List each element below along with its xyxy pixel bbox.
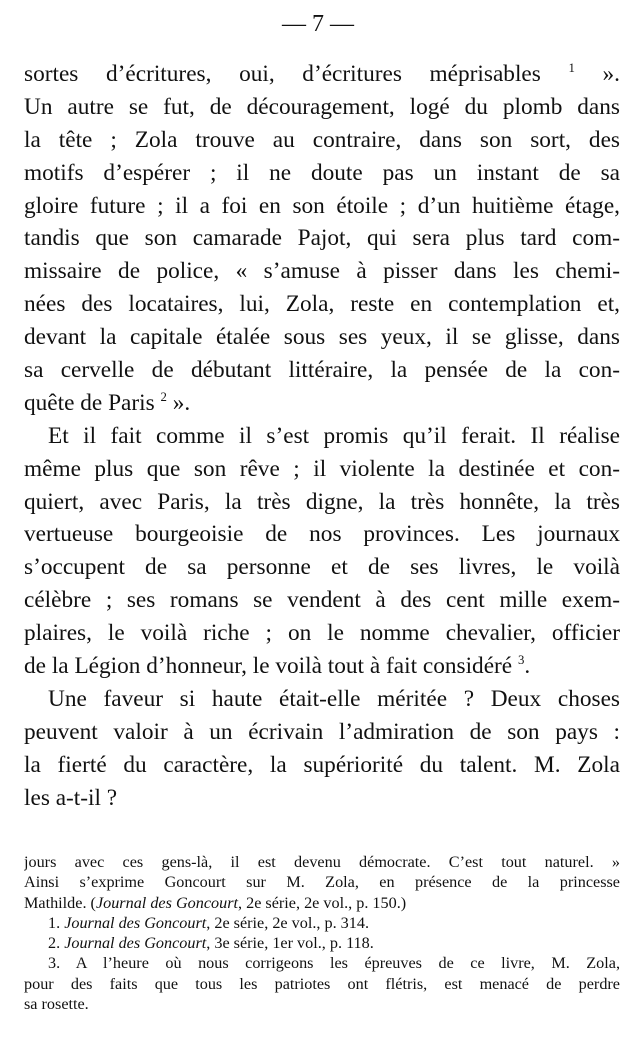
- text-line: les a-t-il ?: [24, 784, 118, 811]
- text-line: tandis que son camarade Pajot, qui sera plus tard com-: [24, 225, 620, 252]
- text-line: gloire future ; il a foi en son étoile ; d’un huitième étage,: [24, 192, 620, 219]
- page-number: — 7 —: [282, 11, 354, 37]
- footnote-line: Ainsi s’exprime Goncourt sur M. Zola, en présence de la princesse: [24, 873, 620, 892]
- text-line: quête de Paris $^2$ ».: [24, 389, 191, 416]
- text-line: motifs d’espérer ; il ne doute pas un instant de sa: [24, 159, 620, 186]
- paragraph-1: [24, 58, 620, 420]
- text-line: même plus que son rêve ; il violente la destinée et con-: [24, 455, 620, 482]
- paragraph-2: [24, 420, 620, 683]
- text-line: sa cervelle de débutant littéraire, la pensée de la con-: [24, 357, 620, 384]
- text-line: la tête ; Zola trouve au contraire, dans son sort, des: [24, 126, 620, 153]
- footnote-line: jours avec ces gens-là, il est devenu démocrate. C’est tout naturel. »: [24, 853, 620, 871]
- text-line: s’occupent de sa personne et de ses livres, le voilà: [24, 554, 620, 581]
- footnote-2: 2. Journal des Goncourt, 3e série, 1er vol., p. 118.: [48, 934, 374, 953]
- text-line: sortes d’écritures, oui, d’écritures méprisables $^1$ ».: [24, 61, 620, 87]
- text-line: devant la capitale étalée sous ses yeux, il se glisse, dans: [24, 324, 620, 351]
- text-line: de la Légion d’honneur, le voilà tout à fait considéré $^3$.: [24, 653, 531, 680]
- footnote-marker: 3: [517, 653, 525, 668]
- footnote-line: Mathilde. (Journal des Goncourt, 2e série, 2e vol., p. 150.): [24, 893, 407, 912]
- paragraph-3: [24, 683, 620, 815]
- text-line: plaires, le voilà riche ; on le nomme chevalier, officier: [24, 620, 620, 647]
- text-line: Et il fait comme il s’est promis qu’il ferait. Il réalise: [48, 422, 620, 449]
- text-line: nées des locataires, lui, Zola, reste en contemplation et,: [24, 291, 620, 318]
- text-line: célèbre ; ses romans se vendent à des cent mille exem-: [24, 587, 620, 614]
- body-text: [24, 58, 620, 814]
- text-line: Un autre se fut, de découragement, logé du plomb dans: [24, 93, 620, 120]
- footnote-line: pour des faits que tous les patriotes ont flétris, est menacé de perdre: [24, 974, 620, 993]
- text-line: vertueuse bourgeoisie de nos provinces. Les journaux: [24, 521, 620, 548]
- text-line: peuvent valoir à un écrivain l’admiration de son pays :: [24, 718, 620, 745]
- footnote-3: 3. A l’heure où nous corrigeons les épreuves de ce livre, M. Zola,: [48, 954, 620, 973]
- footnote-marker: 2: [160, 389, 167, 404]
- text-line: quiert, avec Paris, la très digne, la très honnête, la très: [24, 488, 620, 515]
- text-line: Une faveur si haute était-elle méritée ? Deux choses: [48, 685, 620, 712]
- footnotes: [24, 852, 620, 1014]
- footnote-line: sa rosette.: [24, 995, 89, 1014]
- text-line: missaire de police, « s’amuse à pisser dans les chemi-: [24, 258, 620, 285]
- text-line: la fierté du caractère, la supériorité du talent. M. Zola: [24, 751, 620, 778]
- footnote-marker: 1: [568, 61, 575, 76]
- footnote-1: 1. Journal des Goncourt, 2e série, 2e vol., p. 314.: [48, 913, 370, 932]
